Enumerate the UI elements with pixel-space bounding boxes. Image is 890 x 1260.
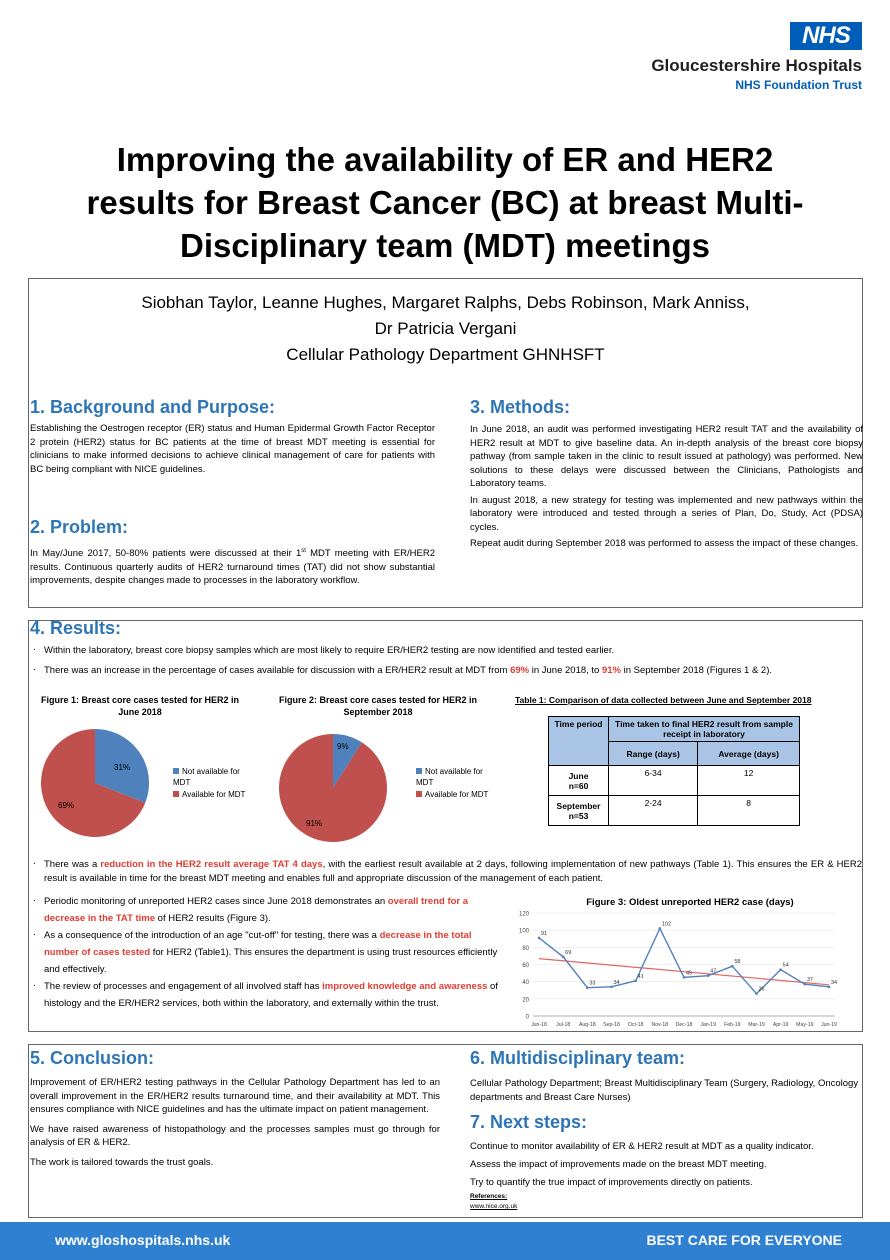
y-tick-label: 20 bbox=[522, 997, 529, 1004]
results-bullet-2 bbox=[30, 664, 862, 678]
data-point bbox=[804, 983, 807, 986]
results-b4-b: of HER2 results (Figure 3). bbox=[155, 913, 271, 924]
results-b6-b: of histology and the ER/HER2 services, both within the laboratory, and externally within the trust. bbox=[44, 981, 498, 1009]
results-b2-b: in June 2018, to bbox=[529, 664, 602, 676]
methods-heading: 3. Methods: bbox=[470, 397, 571, 417]
data-label: 26 bbox=[758, 986, 765, 993]
td-period-name: June bbox=[568, 770, 589, 781]
legend-swatch-blue bbox=[173, 768, 179, 774]
authors bbox=[28, 290, 863, 368]
footer-bar bbox=[0, 1222, 890, 1260]
data-label: 37 bbox=[806, 977, 813, 984]
data-label: 45 bbox=[686, 970, 693, 977]
x-tick-label: Mar-19 bbox=[748, 1022, 765, 1028]
figure-2-legend-avail-label: Available for MDT bbox=[425, 790, 489, 799]
x-tick-label: May-19 bbox=[796, 1022, 814, 1028]
figure-1-legend-avail-label: Available for MDT bbox=[182, 790, 246, 799]
data-label: 54 bbox=[782, 962, 789, 969]
data-point bbox=[828, 986, 831, 989]
next-text bbox=[470, 1138, 860, 1192]
footer-slogan: BEST CARE FOR EVERYONE bbox=[646, 1232, 842, 1248]
figure-2-title: Figure 2: Breast core cases tested for HER2 in September 2018 bbox=[278, 695, 478, 717]
authors-line-2: Dr Patricia Vergani bbox=[374, 319, 517, 338]
figure-2-slice-available bbox=[279, 734, 387, 842]
data-point bbox=[683, 976, 686, 979]
y-tick-label: 100 bbox=[518, 928, 529, 935]
results-bullet-4 bbox=[30, 893, 502, 927]
td-period-n: n=53 bbox=[568, 810, 589, 821]
conclusion-p2: We have raised awareness of histopathology and the processes samples must go through for analysis of ER & HER2. bbox=[30, 1123, 440, 1148]
figure-1-legend-not bbox=[173, 766, 253, 788]
figure-2-label-avail: 91% bbox=[306, 819, 323, 828]
th-period: Time period bbox=[549, 717, 609, 766]
th-avg: Average (days) bbox=[698, 742, 800, 766]
td-range: 6-34 bbox=[609, 766, 698, 796]
figure-1-legend-not-label: Not available for MDT bbox=[173, 767, 240, 787]
references-label: References: bbox=[470, 1193, 508, 1200]
results-b2-c: in September 2018 (Figures 1 & 2). bbox=[621, 664, 773, 676]
figure-2-legend-avail bbox=[416, 789, 498, 800]
nhs-logo: NHS bbox=[790, 22, 862, 50]
results-bullets-left bbox=[30, 893, 502, 1012]
title-line-1: Improving the availability of ER and HER2 bbox=[116, 141, 774, 178]
y-tick-label: 80 bbox=[522, 945, 529, 952]
legend-swatch-red bbox=[416, 791, 422, 797]
results-bullet-5 bbox=[30, 927, 502, 978]
next-p3: Try to quantify the true impact of improvements directly on patients. bbox=[470, 1177, 753, 1188]
results-b5-highlight: decrease in the total number of cases tested bbox=[44, 930, 472, 958]
table-header-row bbox=[549, 717, 800, 742]
table-1 bbox=[548, 716, 800, 826]
data-point bbox=[755, 992, 758, 995]
data-label: 91 bbox=[541, 930, 548, 937]
results-b4-a: Periodic monitoring of unreported HER2 cases since June 2018 demonstrates an bbox=[44, 896, 388, 907]
figure-1-title: Figure 1: Breast core cases tested for HER2 in June 2018 bbox=[40, 695, 240, 717]
series-line bbox=[539, 928, 829, 993]
results-b6-highlight: improved knowledge and awareness bbox=[322, 981, 488, 992]
mdt-heading: 6. Multidisciplinary team: bbox=[470, 1048, 686, 1068]
figure-1-legend-avail bbox=[173, 789, 253, 800]
figure-1-label-not: 31% bbox=[114, 763, 131, 772]
title-line-3: Disciplinary team (MDT) meetings bbox=[180, 227, 710, 264]
td-period bbox=[549, 766, 609, 796]
methods-p1: In June 2018, an audit was performed investigating HER2 result TAT and the availability of HER2 result at MDT to give baseline data. An in-depth analysis of the breast core biopsy pathway (from sample taken in the clinic to result issued at pathology) was performed. New solutions to these delays were discussed between the Clinicians, Pathologists and Laboratory teams. bbox=[470, 424, 863, 489]
results-b6-a: The review of processes and engagement of all involved staff has bbox=[44, 981, 323, 992]
poster-title bbox=[20, 138, 870, 267]
results-b2-a: There was an increase in the percentage of cases available for discussion with a ER/HER2 result at MDT from bbox=[44, 664, 511, 676]
results-heading: 4. Results: bbox=[30, 618, 122, 638]
results-b3-b: , with the earliest result available at 2 days, following implementation of new pathways (Table 1). This ensures the ER & HER2 result is available in time for the breast MDT meeting and enables full and appropriate discussion of the management of each patient. bbox=[44, 859, 863, 884]
figure-2-label-not: 9% bbox=[337, 742, 349, 751]
results-bullets-top bbox=[30, 644, 862, 677]
figure-2-pie bbox=[278, 733, 388, 843]
legend-swatch-blue bbox=[416, 768, 422, 774]
authors-line-1: Siobhan Taylor, Leanne Hughes, Margaret Ralphs, Debs Robinson, Mark Anniss, bbox=[141, 293, 750, 312]
problem-heading: 2. Problem: bbox=[30, 517, 129, 537]
next-p2: Assess the impact of improvements made on the breast MDT meeting. bbox=[470, 1159, 767, 1170]
data-label: 34 bbox=[831, 979, 838, 986]
x-tick-label: Oct-18 bbox=[627, 1022, 644, 1028]
td-range: 2-24 bbox=[609, 796, 698, 826]
y-tick-label: 60 bbox=[522, 963, 529, 969]
data-point bbox=[562, 955, 565, 958]
data-label: 41 bbox=[637, 973, 644, 980]
td-avg: 12 bbox=[698, 766, 800, 796]
x-tick-label: Jun-19 bbox=[821, 1022, 837, 1028]
x-tick-label: Jul-18 bbox=[556, 1022, 571, 1028]
org-trust: NHS Foundation Trust bbox=[735, 78, 862, 92]
figure-1-legend bbox=[173, 766, 253, 800]
results-b2-highlight-2: 91% bbox=[601, 664, 621, 676]
results-b3-highlight: reduction in the HER2 result average TAT 4 days bbox=[100, 859, 323, 870]
results-bullet-1: . Within the laboratory, breast core biopsy samples which are most likely to require ER/HER2 testing are now identified and tested earlier. bbox=[30, 644, 862, 658]
figure-1-pie bbox=[40, 728, 150, 838]
figure-1-label-avail: 69% bbox=[58, 801, 75, 810]
methods-p2: In august 2018, a new strategy for testing was implemented and new pathways within the laboratory were introduced and tested through a series of Plan, Do, Study, Act (PDSA) cycles. bbox=[470, 494, 863, 533]
table-row bbox=[549, 796, 800, 826]
authors-dept: Cellular Pathology Department GHNHSFT bbox=[286, 345, 605, 364]
x-tick-label: Dec-18 bbox=[675, 1022, 693, 1028]
methods-text bbox=[470, 423, 863, 551]
results-b3-a: There was a bbox=[44, 859, 101, 870]
title-line-2: results for Breast Cancer (BC) at breast Multi- bbox=[86, 184, 804, 221]
td-period-name: September bbox=[556, 800, 601, 811]
conclusion-p1: Improvement of ER/HER2 testing pathways in the Cellular Pathology Department has led to an overall improvement in the ER/HER2 results turnaround time, and their availability at MDT. This ensures compliance with NICE guidelines and has the ultimate impact on patient management. bbox=[30, 1077, 440, 1115]
data-point bbox=[586, 986, 589, 989]
x-tick-label: Jan-19 bbox=[700, 1022, 717, 1028]
problem-text-a: In May/June 2017, 50-80% patients were discussed at their 1 bbox=[30, 548, 302, 560]
x-tick-label: Jun-18 bbox=[531, 1022, 547, 1028]
figure-2-legend-not-label: Not available for MDT bbox=[416, 767, 483, 787]
mdt-text: Cellular Pathology Department; Breast Multidisciplinary Team (Surgery, Radiology, Oncology departments and Breast Care Nurses) bbox=[470, 1078, 859, 1103]
background-text: Establishing the Oestrogen receptor (ER) status and Human Epidermal Growth Factor Receptor 2 protein (HER2) status for BC patients at the time of breast MDT meeting is essential for clinicians to make informed decisions to achieve clinical management of care for patients with BC being compliant with NICE guidelines. bbox=[30, 423, 435, 475]
results-bullet-6 bbox=[30, 978, 502, 1012]
data-point bbox=[731, 965, 734, 968]
results-b4-highlight: overall trend for a decrease in the TAT time bbox=[44, 896, 469, 924]
x-tick-label: Apr-19 bbox=[772, 1022, 789, 1028]
results-b5-a: As a consequence of the introduction of an age "cut-off" for testing, there was a bbox=[44, 930, 380, 941]
results-b5-b: for HER2 (Table1). This ensures the department is using trust resources efficiently and effectively. bbox=[44, 947, 498, 975]
conclusion-text bbox=[30, 1076, 440, 1169]
data-label: 33 bbox=[589, 980, 596, 987]
references bbox=[470, 1192, 517, 1212]
x-tick-label: Aug-18 bbox=[578, 1022, 596, 1028]
problem-text bbox=[30, 545, 435, 588]
problem-sup: st bbox=[301, 548, 306, 554]
methods-p3: Repeat audit during September 2018 was performed to assess the impact of these changes. bbox=[470, 538, 859, 549]
footer-url[interactable]: www.gloshospitals.nhs.uk bbox=[55, 1232, 231, 1248]
y-tick-label: 40 bbox=[522, 980, 529, 987]
x-tick-label: Sep-18 bbox=[603, 1022, 620, 1028]
data-label: 69 bbox=[565, 949, 572, 956]
org-name: Gloucestershire Hospitals bbox=[651, 56, 862, 75]
data-label: 58 bbox=[734, 959, 741, 966]
legend-swatch-red bbox=[173, 791, 179, 797]
figure-3-chart bbox=[505, 893, 850, 1033]
data-point bbox=[610, 986, 613, 989]
data-point bbox=[779, 968, 782, 971]
conclusion-heading: 5. Conclusion: bbox=[30, 1048, 155, 1068]
next-p1: Continue to monitor availability of ER & HER2 result at MDT as a quality indicator. bbox=[470, 1141, 814, 1152]
problem-text-b: MDT meeting with ER/HER2 results. Continuous quarterly audits of HER2 turnaround times (TAT) did not show substantial improvements, despite changes made to processes in the laboratory workflow. bbox=[30, 548, 435, 587]
th-range: Range (days) bbox=[609, 742, 698, 766]
data-point bbox=[538, 937, 541, 940]
next-heading: 7. Next steps: bbox=[470, 1112, 588, 1132]
data-label: 47 bbox=[710, 968, 717, 975]
data-label: 34 bbox=[613, 979, 620, 986]
data-label: 102 bbox=[661, 921, 672, 928]
td-period bbox=[549, 796, 609, 826]
td-avg: 8 bbox=[698, 796, 800, 826]
background-heading: 1. Background and Purpose: bbox=[30, 397, 276, 417]
figure-3-title: Figure 3: Oldest unreported HER2 case (days) bbox=[586, 897, 794, 908]
table-row bbox=[549, 766, 800, 796]
y-tick-label: 120 bbox=[518, 911, 529, 918]
results-bullet-3 bbox=[30, 858, 862, 885]
td-period-n: n=60 bbox=[568, 780, 589, 791]
figure-2-legend-not bbox=[416, 766, 498, 788]
data-point bbox=[659, 927, 662, 930]
conclusion-p3: The work is tailored towards the trust goals. bbox=[30, 1156, 214, 1168]
y-tick-label: 0 bbox=[525, 1014, 529, 1021]
x-tick-label: Feb-19 bbox=[724, 1022, 741, 1028]
results-bullet-3-inner bbox=[30, 858, 862, 885]
figure-2-legend bbox=[416, 766, 498, 800]
th-time: Time taken to final HER2 result from sample receipt in laboratory bbox=[609, 717, 800, 742]
references-link[interactable]: www.nice.org.uk bbox=[470, 1203, 518, 1210]
results-b2-highlight-1: 69% bbox=[510, 664, 530, 676]
data-point bbox=[707, 974, 710, 977]
table-1-title: Table 1: Comparison of data collected between June and September 2018 bbox=[515, 695, 812, 705]
x-tick-label: Nov-18 bbox=[651, 1022, 669, 1028]
data-point bbox=[634, 980, 637, 983]
